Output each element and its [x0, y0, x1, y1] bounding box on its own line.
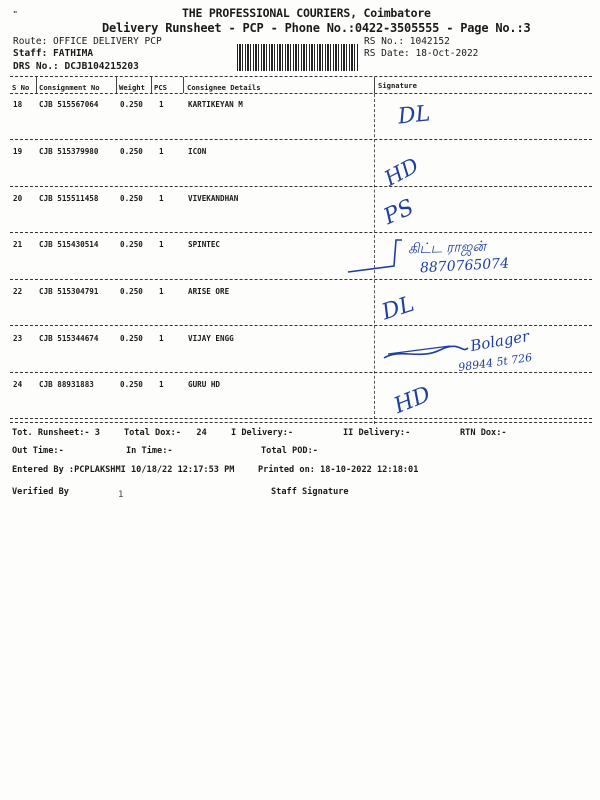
row-pcs: 1 — [159, 100, 164, 109]
row-consignment: CJB 515344674 — [39, 334, 99, 343]
col-sno: S No — [12, 83, 30, 92]
corner-mark: " — [13, 9, 18, 18]
row-weight: 0.250 — [120, 194, 143, 203]
row-sno: 20 — [13, 194, 23, 203]
row-consignment: CJB 515430514 — [39, 240, 99, 249]
signature-mark: PS — [380, 195, 418, 230]
col-pcs: PCS — [154, 83, 167, 92]
signature-phone: 8870765074 — [419, 255, 510, 277]
total-pod: Total POD:- — [261, 446, 318, 456]
signature-mark: DL — [378, 291, 418, 326]
table-header-rule — [10, 93, 592, 94]
company-title: THE PROFESSIONAL COURIERS, Coimbatore — [182, 6, 431, 20]
staff-signature: Staff Signature — [271, 487, 349, 497]
verified-mark: 1 — [118, 490, 124, 500]
col-consignment: Consignment No — [39, 83, 100, 92]
out-time: Out Time:- — [12, 446, 64, 456]
row-consignee: KARTIKEYAN M — [188, 100, 243, 109]
row-rule — [10, 372, 592, 373]
row-consignment: CJB 515511458 — [39, 194, 99, 203]
signature-bracket — [346, 236, 406, 278]
row-sno: 22 — [13, 287, 23, 296]
row-rule — [10, 325, 592, 326]
signature-mark: HD — [390, 382, 435, 419]
col-divider — [183, 77, 184, 93]
row-sno: 18 — [13, 100, 23, 109]
table-top-rule — [10, 76, 592, 77]
row-rule — [10, 139, 592, 140]
col-divider — [374, 77, 375, 93]
row-sno: 19 — [13, 147, 23, 156]
row-weight: 0.250 — [120, 334, 143, 343]
col-divider — [116, 77, 117, 93]
row-consignee: SPINTEC — [188, 240, 221, 249]
row-consignee: VIJAY ENGG — [188, 334, 234, 343]
row-weight: 0.250 — [120, 100, 143, 109]
drs-number: DRS No.: DCJB104215203 — [13, 61, 139, 72]
i-delivery: I Delivery:- — [231, 428, 294, 438]
row-pcs: 1 — [159, 287, 164, 296]
signature-mark: DL — [396, 101, 432, 130]
col-consignee: Consignee Details — [187, 83, 261, 92]
total-runsheet: Tot. Runsheet:- 3 — [12, 428, 100, 438]
row-pcs: 1 — [159, 240, 164, 249]
row-rule — [10, 279, 592, 280]
rs-date: RS Date: 18-Oct-2022 — [364, 48, 479, 59]
row-sno: 21 — [13, 240, 23, 249]
row-pcs: 1 — [159, 194, 164, 203]
row-consignment: CJB 88931883 — [39, 380, 94, 389]
row-consignee: GURU HD — [188, 380, 221, 389]
row-consignee: ARISE ORE — [188, 287, 230, 296]
total-dox: Total Dox:- 24 — [124, 428, 207, 438]
rs-number: RS No.: 1042152 — [364, 36, 450, 47]
row-rule — [10, 232, 592, 233]
col-divider — [36, 77, 37, 93]
row-pcs: 1 — [159, 380, 164, 389]
table-bottom-rule — [10, 418, 592, 419]
row-sno: 23 — [13, 334, 23, 343]
row-consignee: VIVEKANDHAN — [188, 194, 239, 203]
barcode — [237, 44, 359, 71]
row-consignment: CJB 515304791 — [39, 287, 99, 296]
printed-on: Printed on: 18-10-2022 12:18:01 — [258, 465, 419, 475]
row-weight: 0.250 — [120, 240, 143, 249]
table-bottom-rule-2 — [10, 422, 592, 423]
ii-delivery: II Delivery:- — [343, 428, 411, 438]
entered-by: Entered By :PCPLAKSHMI 10/18/22 12:17:53 PM — [12, 465, 235, 475]
row-weight: 0.250 — [120, 380, 143, 389]
row-pcs: 1 — [159, 147, 164, 156]
route: Route: OFFICE DELIVERY PCP — [13, 36, 162, 47]
signature-mark: Bolager — [468, 326, 531, 356]
verified-by: Verified By — [12, 487, 69, 497]
row-consignment: CJB 515379980 — [39, 147, 99, 156]
col-divider — [151, 77, 152, 93]
signature-mark: HD — [380, 153, 423, 191]
signature-phone: 98944 5t 726 — [457, 350, 533, 375]
in-time: In Time:- — [126, 446, 173, 456]
row-weight: 0.250 — [120, 147, 143, 156]
row-weight: 0.250 — [120, 287, 143, 296]
row-consignee: ICON — [188, 147, 207, 156]
row-pcs: 1 — [159, 334, 164, 343]
row-sno: 24 — [13, 380, 23, 389]
col-signature: Signature — [378, 81, 417, 90]
signature-mark: கிட்ட ராஜன் — [407, 238, 487, 258]
row-rule — [10, 186, 592, 187]
runsheet-subtitle: Delivery Runsheet - PCP - Phone No.:0422-3505555 - Page No.:3 — [102, 21, 531, 35]
staff: Staff: FATHIMA — [13, 48, 94, 59]
col-weight: Weight — [119, 83, 145, 92]
row-consignment: CJB 515567064 — [39, 100, 99, 109]
rtn-dox: RTN Dox:- — [460, 428, 507, 438]
